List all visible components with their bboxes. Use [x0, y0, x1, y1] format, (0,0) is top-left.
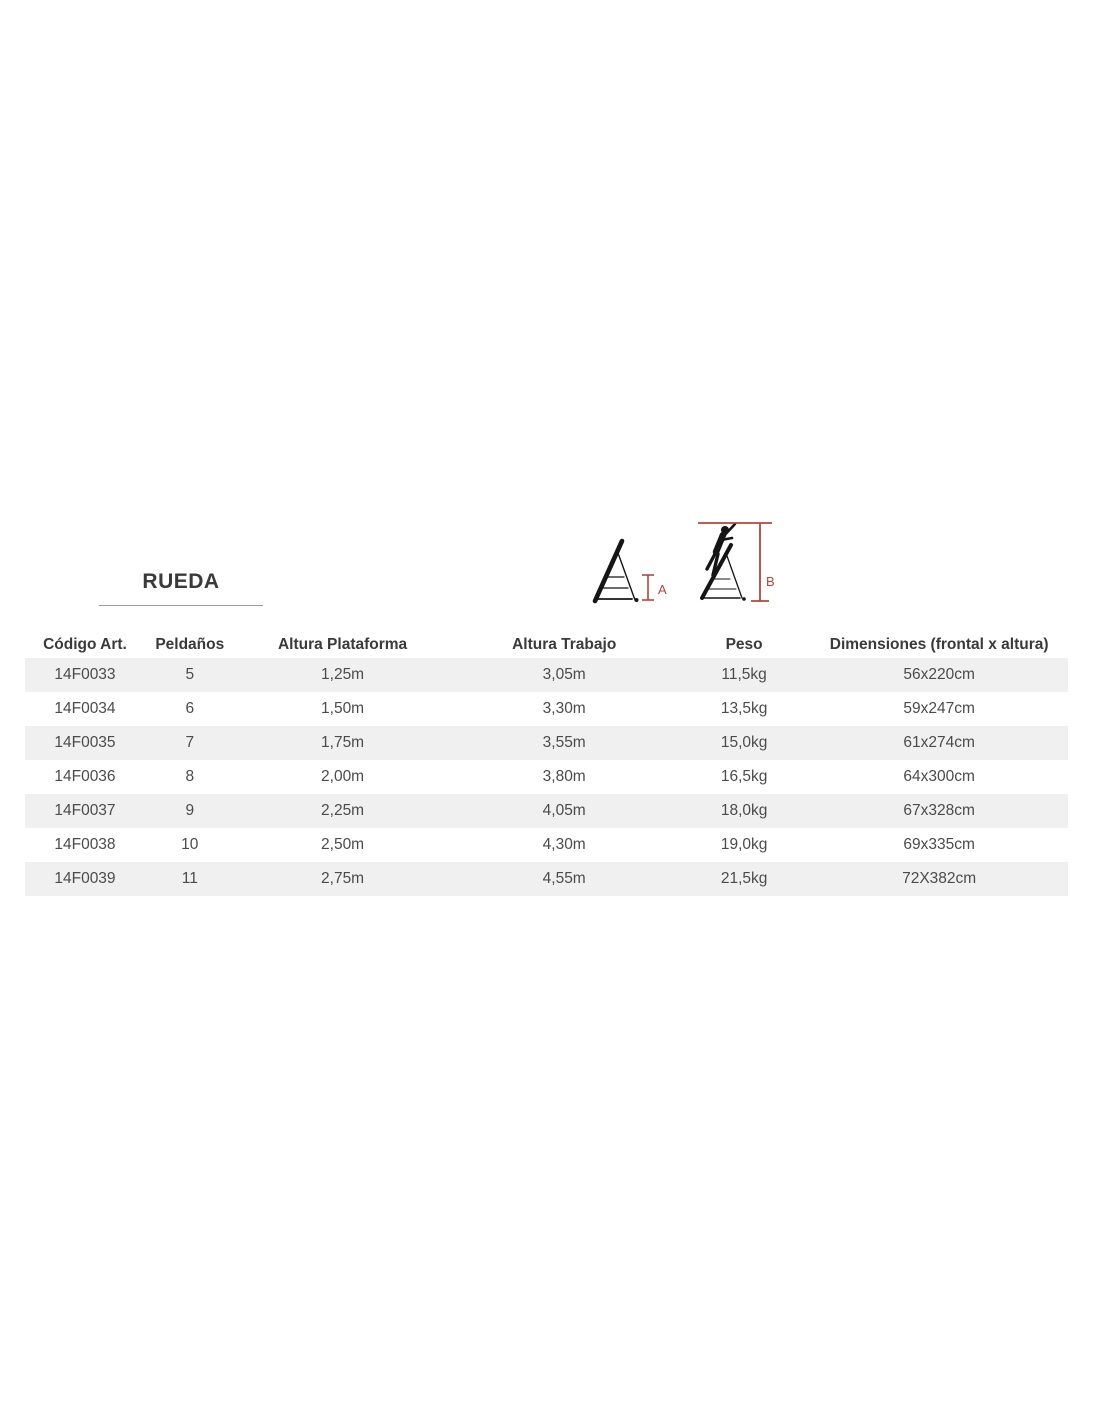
table-cell: 10: [181, 836, 199, 853]
table-row: [25, 862, 1068, 896]
table-cell: 18,0kg: [720, 802, 768, 819]
table-row: [25, 726, 1068, 760]
table-cell: 11,5kg: [721, 666, 767, 683]
height-a-measure: [642, 575, 667, 600]
table-cell: 14F0038: [54, 836, 116, 853]
table-cell: 2,25m: [321, 802, 365, 819]
table-cell: 2,75m: [321, 870, 365, 887]
table-header-row: [25, 631, 1068, 658]
label-a: A: [658, 582, 667, 597]
table-cell: 14F0037: [54, 802, 116, 819]
table-cell: 3,55m: [542, 734, 586, 751]
table-cell: 56x220cm: [903, 666, 975, 683]
table-row: [25, 828, 1068, 862]
platform-height-diagram: [595, 541, 667, 602]
table-cell: 1,75m: [321, 734, 365, 751]
label-b: B: [766, 574, 775, 589]
table-cell: 61x274cm: [903, 734, 975, 751]
table-row: [25, 794, 1068, 828]
table-cell: 4,55m: [542, 870, 586, 887]
table-cell: 11: [181, 870, 198, 887]
table-cell: 9: [185, 802, 195, 819]
table-cell: 1,25m: [321, 666, 365, 683]
table-cell: 3,05m: [542, 666, 586, 683]
section-title-block: [99, 570, 263, 606]
table-cell: 5: [185, 666, 195, 683]
table-cell: 59x247cm: [903, 700, 975, 717]
table-cell: 4,30m: [542, 836, 586, 853]
table-cell: 69x335cm: [903, 836, 975, 853]
table-cell: 4,05m: [542, 802, 586, 819]
table-cell: 3,30m: [542, 700, 586, 717]
column-header: Peso: [725, 635, 763, 653]
table-cell: 14F0036: [54, 768, 116, 785]
column-header: Altura Plataforma: [277, 635, 408, 653]
table-cell: 1,50m: [321, 700, 365, 717]
spec-table: [25, 631, 1068, 896]
table-cell: 14F0034: [54, 700, 116, 717]
table-row: [25, 658, 1068, 692]
table-cell: 14F0039: [54, 870, 116, 887]
table-cell: 64x300cm: [903, 768, 975, 785]
table-cell: 2,00m: [321, 768, 365, 785]
ladder-diagrams: [588, 511, 803, 617]
column-header: Dimensiones (frontal x altura): [829, 635, 1049, 653]
table-cell: 3,80m: [542, 768, 586, 785]
table-cell: 14F0035: [54, 734, 116, 751]
table-cell: 72X382cm: [902, 870, 977, 887]
table-row: [25, 760, 1068, 794]
table-cell: 21,5kg: [720, 870, 768, 887]
table-cell: 19,0kg: [720, 836, 768, 853]
table-row: [25, 692, 1068, 726]
table-cell: 14F0033: [54, 666, 116, 683]
column-header: Altura Trabajo: [512, 635, 617, 653]
table-cell: 6: [185, 700, 195, 717]
working-height-diagram: [698, 523, 775, 601]
table-cell: 15,0kg: [720, 734, 768, 751]
page-title: RUEDA: [142, 570, 220, 593]
column-header: Código Art.: [43, 635, 127, 653]
table-cell: 13,5kg: [720, 700, 768, 717]
stepladder-icon: [595, 541, 639, 602]
person-on-stepladder-icon: [702, 524, 746, 601]
table-cell: 8: [185, 768, 195, 785]
table-cell: 2,50m: [321, 836, 365, 853]
table-cell: 7: [185, 734, 195, 751]
table-cell: 16,5kg: [720, 768, 768, 785]
table-cell: 67x328cm: [903, 802, 975, 819]
column-header: Peldaños: [155, 635, 225, 653]
